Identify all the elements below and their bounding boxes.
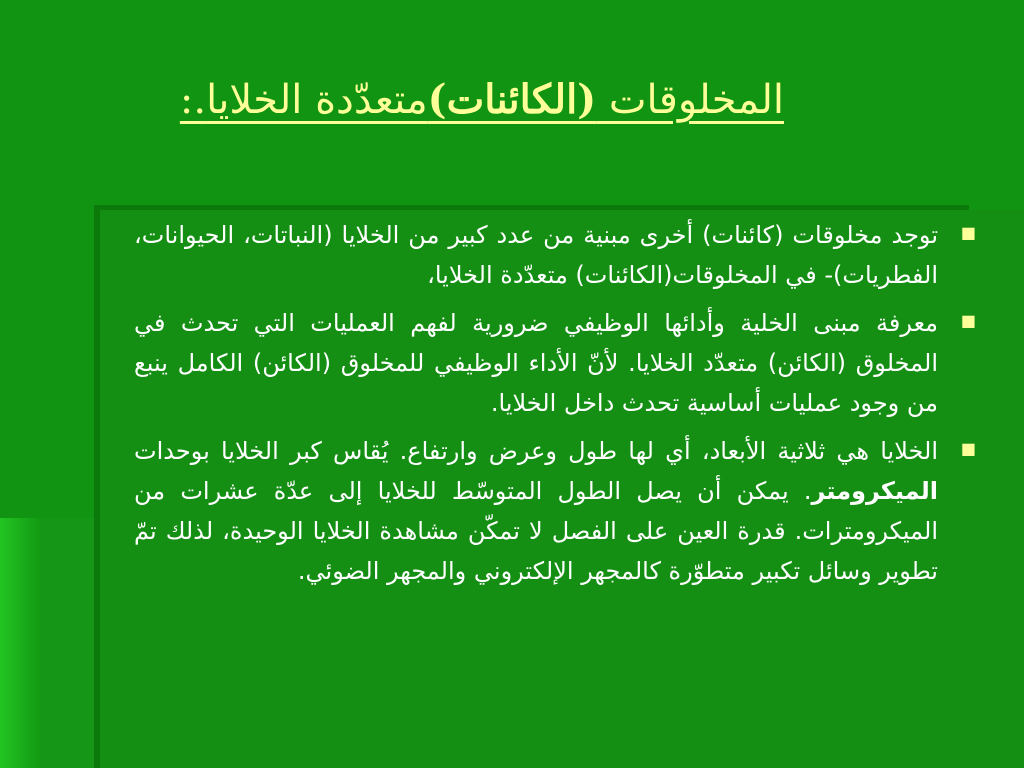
list-item-text: توجد مخلوقات (كائنات) أخرى مبنية من عدد كبير من الخلايا (النباتات، الحيوانات، الفطريات)- في المخلوقات(الكائنات) متعدّدة الخلايا،: [134, 221, 938, 289]
list-item: [134, 215, 984, 295]
title-part-3: متعدّدة الخلايا: [206, 77, 428, 123]
list-item-text: معرفة مبنى الخلية وأدائها الوظيفي ضرورية لفهم العمليات التي تحدث في المخلوق (الكائن) متعدّد الخلايا. لأنّ الأداء الوظيفي للمخلوق (الكائن) الكامل ينبع من وجود عمليات أساسية تحدث داخل الخلايا.: [134, 309, 938, 417]
square-bullet-icon: ■: [960, 439, 976, 458]
bold-term: الميكرومتر: [811, 477, 938, 505]
title-part-2: (الكائنات): [427, 76, 597, 123]
list-item-text: [134, 437, 938, 585]
slide-title: [180, 70, 784, 130]
background-left-glow: [0, 518, 40, 768]
list-item: [134, 431, 984, 591]
list-item-text-start: الخلايا هي ثلاثية الأبعاد، أي لها طول وعرض وارتفاع. يُقاس كبر الخلايا بوحدات: [134, 437, 938, 465]
background-vertical-line: [94, 205, 100, 768]
title-part-1: المخلوقات: [596, 77, 784, 123]
title-ending: .:: [179, 77, 207, 123]
square-bullet-icon: ■: [960, 311, 976, 330]
background-horizontal-line: [94, 205, 969, 210]
list-item: [134, 303, 984, 423]
bullet-list: [134, 215, 984, 599]
square-bullet-icon: ■: [960, 223, 976, 242]
list-item-text-end: . يمكن أن يصل الطول المتوسّط للخلايا إلى عدّة عشرات من الميكرومترات. قدرة العين على الفصل لا تمكّن مشاهدة الخلايا الوحيدة، لذلك تمّ تطوير وسائل تكبير متطوّرة كالمجهر الإلكتروني والمجهر الضوئي.: [134, 477, 938, 585]
